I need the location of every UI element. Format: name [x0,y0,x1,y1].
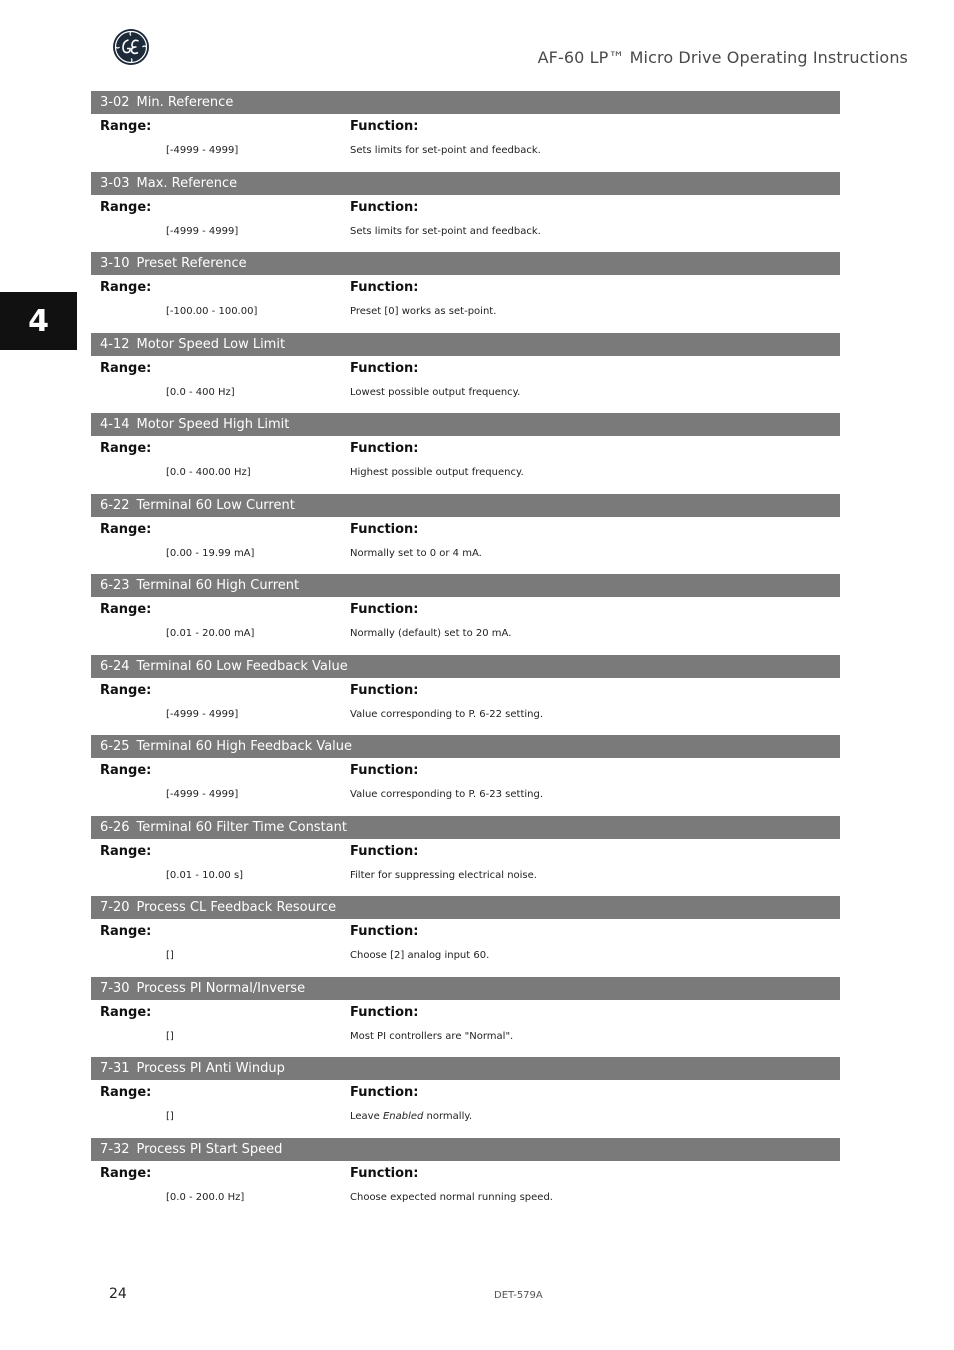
function-label: Function: [350,1004,419,1020]
function-label: Function: [350,843,419,859]
parameter-block [91,172,840,253]
parameter-block [91,333,840,414]
parameter-block [91,91,840,172]
parameter-code: 6-23 [100,578,130,593]
parameter-name: Terminal 60 Low Current [136,497,295,513]
parameter-block [91,735,840,816]
function-label: Function: [350,682,419,698]
page-number: 24 [109,1286,127,1302]
parameter-name: Process PI Start Speed [136,1141,283,1157]
function-text: Choose [2] analog input 60. [350,950,490,961]
parameter-code: 7-30 [100,980,130,996]
range-value: [-4999 - 4999] [166,708,239,720]
parameter-name: Terminal 60 High Current [136,578,300,593]
range-value: [-100.00 - 100.00] [166,306,258,317]
range-value: [] [166,950,174,961]
parameter-block [91,1057,840,1138]
function-value [350,387,520,398]
function-text-emphasis: Enabled [382,1111,424,1122]
function-text: Normally set to 0 or 4 mA. [350,547,482,559]
parameter-name: Terminal 60 High Feedback Value [136,739,353,754]
function-label: Function: [350,1085,419,1100]
parameter-code: 6-24 [100,658,130,674]
parameter-name: Process PI Normal/Inverse [136,980,306,996]
parameter-code: 7-31 [100,1061,130,1076]
parameter-code: 3-03 [100,175,130,191]
parameter-name: Preset Reference [136,256,247,271]
parameter-code: 7-32 [100,1141,130,1157]
parameter-code: 6-25 [100,739,130,754]
parameter-name: Max. Reference [136,175,238,191]
parameter-header [91,333,840,356]
range-value: [] [166,1111,174,1122]
parameter-header [91,1138,840,1161]
function-text: Highest possible output frequency. [350,467,524,478]
range-label: Range: [100,521,152,537]
range-value: [0.00 - 19.99 mA] [166,547,255,559]
parameter-header [91,574,840,597]
function-value [350,145,541,156]
range-label: Range: [100,280,152,295]
parameter-block [91,252,840,333]
function-value [350,306,496,317]
range-value: [-4999 - 4999] [166,225,239,237]
range-value: [0.0 - 400 Hz] [166,386,235,398]
parameter-header [91,91,840,114]
parameter-code: 6-22 [100,497,130,513]
parameter-header [91,977,840,1000]
parameter-header [91,1057,840,1080]
range-label: Range: [100,763,152,778]
range-value: [0.0 - 200.0 Hz] [166,1191,245,1203]
range-label: Range: [100,441,152,456]
parameter-code: 4-12 [100,336,130,352]
function-value [350,1192,553,1203]
document-title: AF-60 LP™ Micro Drive Operating Instructions [537,48,908,67]
parameter-header [91,413,840,436]
function-text: Most PI controllers are "Normal". [350,1030,514,1042]
parameter-header [91,816,840,839]
function-text-suffix: normally. [423,1111,473,1122]
parameter-name: Motor Speed High Limit [136,417,290,432]
parameter-name: Motor Speed Low Limit [136,336,286,352]
function-value [350,1111,472,1122]
function-value [350,709,543,720]
parameter-header [91,252,840,275]
function-value [350,950,489,961]
function-label: Function: [350,119,419,134]
function-value [350,467,524,478]
range-label: Range: [100,682,152,698]
parameter-code: 3-10 [100,256,130,271]
function-value [350,226,541,237]
parameter-block [91,896,840,977]
range-value: [0.0 - 400.00 Hz] [166,467,251,478]
parameter-block [91,655,840,736]
function-value [350,870,537,881]
function-label: Function: [350,763,419,778]
function-value [350,548,482,559]
parameter-block [91,413,840,494]
function-value [350,628,511,639]
parameter-code: 7-20 [100,900,130,915]
parameter-block [91,816,840,897]
function-text: Value corresponding to P. 6-22 setting. [350,708,544,720]
parameter-header [91,172,840,195]
range-value: [-4999 - 4999] [166,789,239,800]
parameter-header [91,896,840,919]
function-text: Value corresponding to P. 6-23 setting. [350,789,544,800]
parameter-code: 6-26 [100,819,130,835]
range-label: Range: [100,1085,152,1100]
parameter-name: Process PI Anti Windup [136,1061,285,1076]
chapter-tab: 4 [0,292,77,350]
parameter-name: Process CL Feedback Resource [136,900,337,915]
function-text: Lowest possible output frequency. [350,386,521,398]
document-code: DET-579A [494,1290,543,1301]
parameter-name: Terminal 60 Filter Time Constant [136,819,347,835]
function-text: Normally (default) set to 20 mA. [350,628,512,639]
parameter-header [91,735,840,758]
parameter-name: Min. Reference [136,95,234,110]
function-label: Function: [350,441,419,456]
range-label: Range: [100,360,152,376]
range-value: [] [166,1030,174,1042]
function-label: Function: [350,1165,419,1181]
parameter-block [91,977,840,1058]
function-text: Choose expected normal running speed. [350,1191,553,1203]
parameter-block [91,1138,840,1219]
function-text: Sets limits for set-point and feedback. [350,145,541,156]
parameter-header [91,494,840,517]
parameter-code: 3-02 [100,95,130,110]
range-label: Range: [100,1004,152,1020]
function-text-prefix: Leave [350,1111,383,1122]
function-text: Preset [0] works as set-point. [350,306,497,317]
function-value [350,1031,513,1042]
range-value: [0.01 - 10.00 s] [166,869,244,881]
function-value [350,789,543,800]
parameter-block [91,494,840,575]
range-value: [0.01 - 20.00 mA] [166,628,255,639]
range-label: Range: [100,924,152,939]
range-label: Range: [100,1165,152,1181]
parameter-name: Terminal 60 Low Feedback Value [136,658,348,674]
range-label: Range: [100,119,152,134]
range-label: Range: [100,602,152,617]
function-label: Function: [350,602,419,617]
function-text: Sets limits for set-point and feedback. [350,225,541,237]
function-label: Function: [350,280,419,295]
parameter-list [91,91,840,1218]
function-text: Filter for suppressing electrical noise. [350,869,537,881]
parameter-header [91,655,840,678]
function-label: Function: [350,924,419,939]
parameter-block [91,574,840,655]
function-label: Function: [350,199,419,215]
function-label: Function: [350,521,419,537]
range-label: Range: [100,843,152,859]
parameter-code: 4-14 [100,417,130,432]
range-value: [-4999 - 4999] [166,145,239,156]
ge-logo [112,28,150,66]
range-label: Range: [100,199,152,215]
function-label: Function: [350,360,419,376]
